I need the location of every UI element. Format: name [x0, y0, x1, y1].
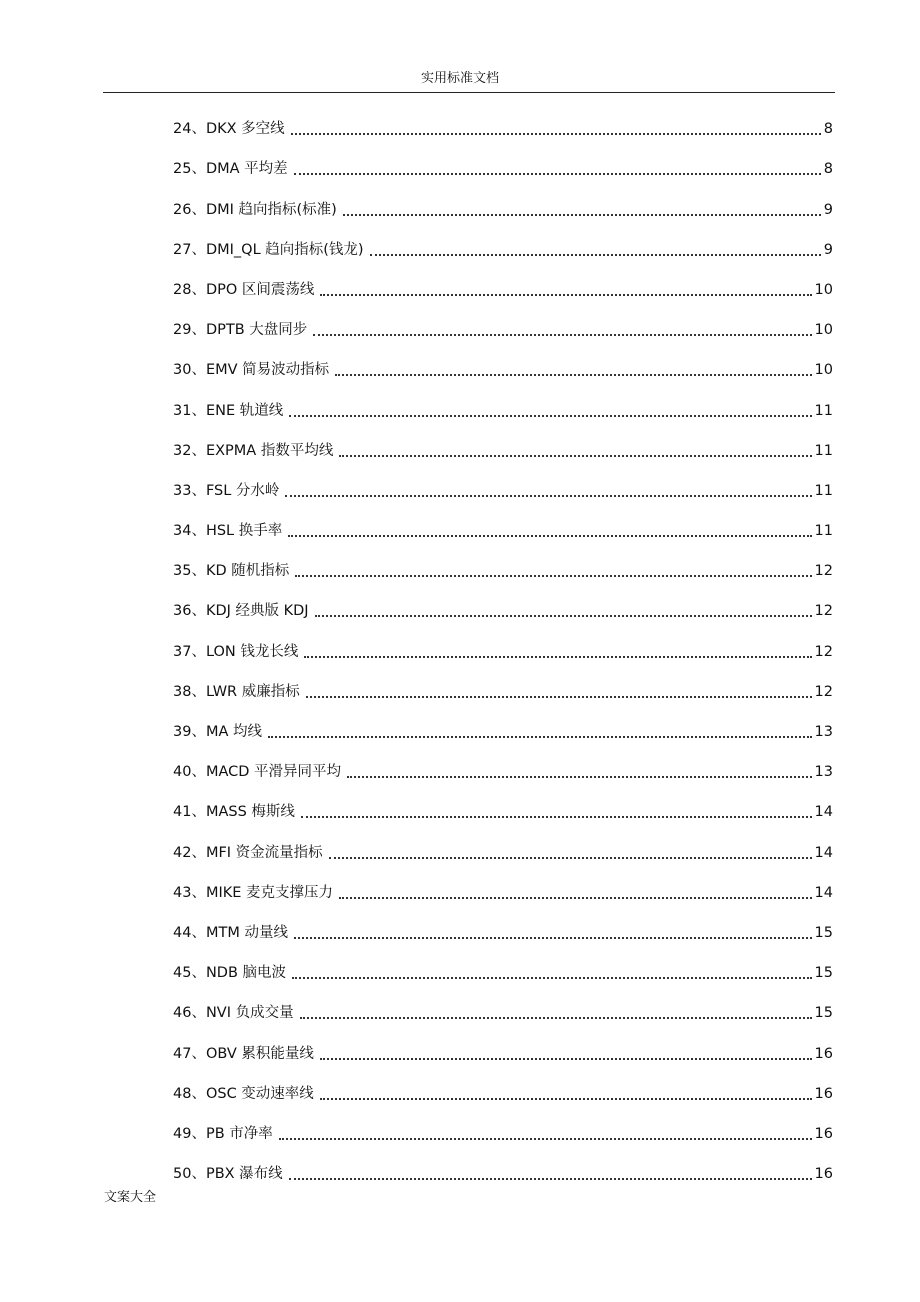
toc-entry-title: 35、KD 随机指标	[173, 563, 290, 580]
toc-dot-leader	[339, 897, 812, 899]
toc-dot-leader	[292, 977, 812, 979]
toc-dot-leader	[370, 254, 821, 256]
toc-entry-page-number: 13	[814, 724, 833, 740]
toc-entry-page-number: 16	[814, 1045, 833, 1062]
toc-entry[interactable]	[173, 592, 833, 632]
toc-entry[interactable]	[173, 311, 833, 351]
toc-entry-title: 39、MA 均线	[173, 724, 262, 740]
toc-entry[interactable]	[173, 1115, 833, 1155]
toc-entry[interactable]	[173, 271, 833, 311]
toc-entry-title: 46、NVI 负成交量	[173, 1005, 294, 1022]
toc-entry-page-number: 11	[814, 442, 833, 459]
toc-entry-title: 27、DMI_QL 趋向指标(钱龙)	[173, 241, 364, 258]
toc-entry-title: 34、HSL 换手率	[173, 523, 283, 540]
toc-entry-title: 50、PBX 瀑布线	[173, 1166, 283, 1183]
toc-entry-page-number: 10	[814, 362, 833, 379]
toc-entry[interactable]	[173, 351, 833, 391]
toc-entry-page-number: 9	[823, 241, 833, 258]
toc-entry-page-number: 9	[823, 201, 833, 218]
toc-entry-title: 48、OSC 变动速率线	[173, 1085, 314, 1102]
toc-entry-page-number: 13	[814, 764, 833, 781]
toc-entry-title: 37、LON 钱龙长线	[173, 643, 299, 660]
toc-entry-title: 24、DKX 多空线	[173, 121, 285, 138]
toc-dot-leader	[320, 294, 811, 296]
toc-entry[interactable]	[173, 472, 833, 512]
toc-entry-title: 32、EXPMA 指数平均线	[173, 442, 334, 459]
toc-dot-leader	[295, 575, 811, 577]
toc-entry[interactable]	[173, 231, 833, 271]
toc-entry[interactable]	[173, 914, 833, 954]
toc-entry-title: 25、DMA 平均差	[173, 161, 288, 178]
toc-entry-title: 31、ENE 轨道线	[173, 402, 284, 419]
toc-dot-leader	[343, 214, 821, 216]
toc-entry-page-number: 14	[814, 884, 833, 901]
toc-entry[interactable]	[173, 150, 833, 190]
toc-entry-title: 40、MACD 平滑异同平均	[173, 764, 342, 781]
toc-dot-leader	[320, 1098, 812, 1100]
toc-entry[interactable]	[173, 190, 833, 230]
toc-dot-leader	[306, 696, 812, 698]
toc-dot-leader	[291, 133, 821, 135]
toc-dot-leader	[294, 173, 821, 175]
toc-entry-page-number: 15	[814, 965, 833, 982]
toc-entry-title: 36、KDJ 经典版 KDJ	[173, 603, 309, 620]
toc-entry[interactable]	[173, 110, 833, 150]
toc-entry[interactable]	[173, 793, 833, 833]
toc-dot-leader	[289, 415, 811, 417]
toc-dot-leader	[279, 1138, 812, 1140]
toc-dot-leader	[289, 1178, 812, 1180]
toc-dot-leader	[320, 1058, 812, 1060]
toc-entry[interactable]	[173, 512, 833, 552]
toc-entry[interactable]	[173, 954, 833, 994]
toc-entry[interactable]	[173, 673, 833, 713]
toc-dot-leader	[300, 1017, 812, 1019]
toc-entry[interactable]	[173, 632, 833, 672]
toc-entry-page-number: 14	[814, 844, 833, 861]
toc-entry[interactable]	[173, 432, 833, 472]
toc-entry-page-number: 10	[814, 281, 833, 298]
toc-entry-title: 42、MFI 资金流量指标	[173, 844, 323, 861]
toc-entry-page-number: 12	[814, 683, 833, 700]
toc-entry-title: 47、OBV 累积能量线	[173, 1045, 314, 1062]
toc-dot-leader	[288, 535, 811, 537]
toc-entry-page-number: 11	[814, 482, 833, 499]
toc-entry-page-number: 8	[823, 161, 833, 178]
page-header: 实用标准文档	[420, 71, 499, 86]
toc-entry[interactable]	[173, 1034, 833, 1074]
toc-entry[interactable]	[173, 713, 833, 753]
toc-entry-title: 44、MTM 动量线	[173, 924, 288, 941]
toc-entry-title: 33、FSL 分水岭	[173, 482, 280, 499]
toc-entry-page-number: 11	[814, 402, 833, 419]
toc-dot-leader	[347, 776, 812, 778]
toc-entry-page-number: 10	[814, 322, 833, 339]
toc-entry[interactable]	[173, 1075, 833, 1115]
toc-entry-page-number: 12	[814, 563, 833, 580]
toc-entry[interactable]	[173, 874, 833, 914]
toc-entry[interactable]	[173, 753, 833, 793]
header-rule	[103, 92, 835, 93]
toc-entry-page-number: 11	[814, 523, 833, 540]
toc-dot-leader	[335, 374, 811, 376]
toc-entry-page-number: 15	[814, 1005, 833, 1022]
toc-entry-title: 26、DMI 趋向指标(标准)	[173, 201, 337, 218]
toc-dot-leader	[313, 334, 811, 336]
toc-dot-leader	[268, 736, 812, 738]
toc-dot-leader	[339, 455, 811, 457]
toc-entry-page-number: 12	[814, 643, 833, 660]
toc-dot-leader	[315, 615, 812, 617]
toc-entry[interactable]	[173, 994, 833, 1034]
toc-entry-page-number: 16	[814, 1085, 833, 1102]
toc-entry-title: 38、LWR 威廉指标	[173, 683, 300, 700]
toc-entry-title: 45、NDB 脑电波	[173, 965, 287, 982]
toc-entry-page-number: 16	[814, 1166, 833, 1183]
toc-entry-title: 30、EMV 简易波动指标	[173, 362, 330, 379]
toc-entry[interactable]	[173, 833, 833, 873]
toc-dot-leader	[329, 857, 812, 859]
toc-entry-page-number: 12	[814, 603, 833, 620]
toc-dot-leader	[285, 495, 811, 497]
toc-entry[interactable]	[173, 391, 833, 431]
toc-entry-page-number: 16	[814, 1125, 833, 1142]
table-of-contents	[173, 110, 833, 1195]
toc-entry[interactable]	[173, 1155, 833, 1195]
toc-entry-title: 28、DPO 区间震荡线	[173, 281, 315, 298]
toc-entry-title: 49、PB 市净率	[173, 1125, 273, 1142]
page-footer: 文案大全	[104, 1190, 157, 1205]
toc-entry-page-number: 14	[814, 804, 833, 821]
toc-dot-leader	[294, 937, 812, 939]
toc-entry-title: 43、MIKE 麦克支撑压力	[173, 884, 334, 901]
toc-entry[interactable]	[173, 552, 833, 592]
toc-dot-leader	[301, 816, 812, 818]
toc-entry-page-number: 8	[823, 121, 833, 138]
toc-entry-page-number: 15	[814, 924, 833, 941]
toc-entry-title: 41、MASS 梅斯线	[173, 804, 295, 821]
toc-entry-title: 29、DPTB 大盘同步	[173, 322, 308, 339]
toc-dot-leader	[304, 656, 811, 658]
